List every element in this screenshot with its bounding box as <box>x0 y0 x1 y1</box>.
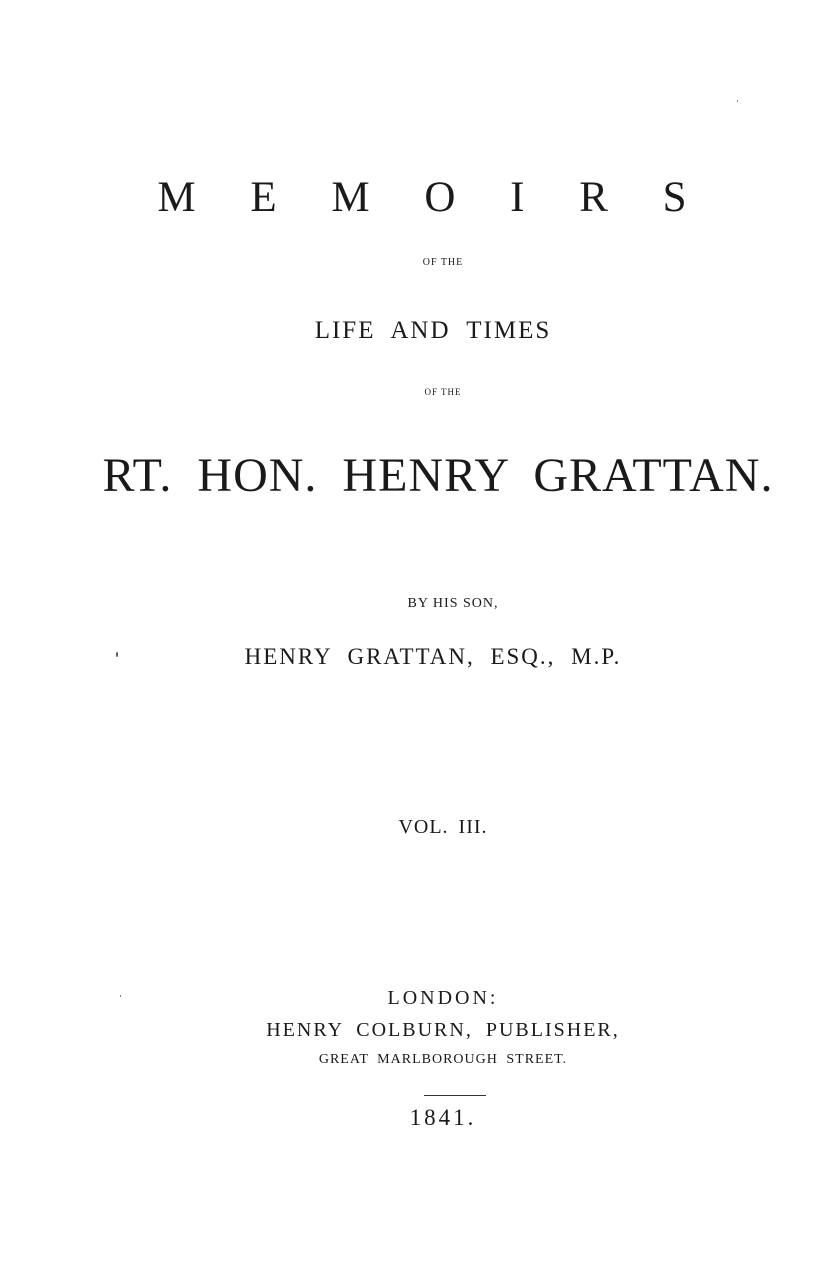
imprint-publisher: HENRY COLBURN, PUBLISHER, <box>266 1019 620 1041</box>
imprint-rule <box>424 1095 486 1096</box>
paper-speck <box>737 100 738 102</box>
imprint-address: GREAT MARLBOROUGH STREET. <box>318 1052 568 1067</box>
imprint-city: LONDON: <box>387 987 499 1009</box>
volume-number: VOL. III. <box>398 816 488 838</box>
paper-speck <box>120 995 121 997</box>
by-his-son: BY HIS SON, <box>407 596 499 611</box>
subject-name: RT. HON. HENRY GRATTAN. <box>102 449 774 502</box>
main-title: M E M O I R S <box>157 174 709 221</box>
of-the-connector: OF THE <box>422 257 464 268</box>
imprint-year: 1841. <box>409 1105 477 1130</box>
paper-speck <box>116 652 118 657</box>
subtitle-life-and-times: LIFE AND TIMES <box>314 317 552 344</box>
of-the-connector-2: OF THE <box>424 387 462 397</box>
author-name: HENRY GRATTAN, ESQ., M.P. <box>244 644 622 669</box>
